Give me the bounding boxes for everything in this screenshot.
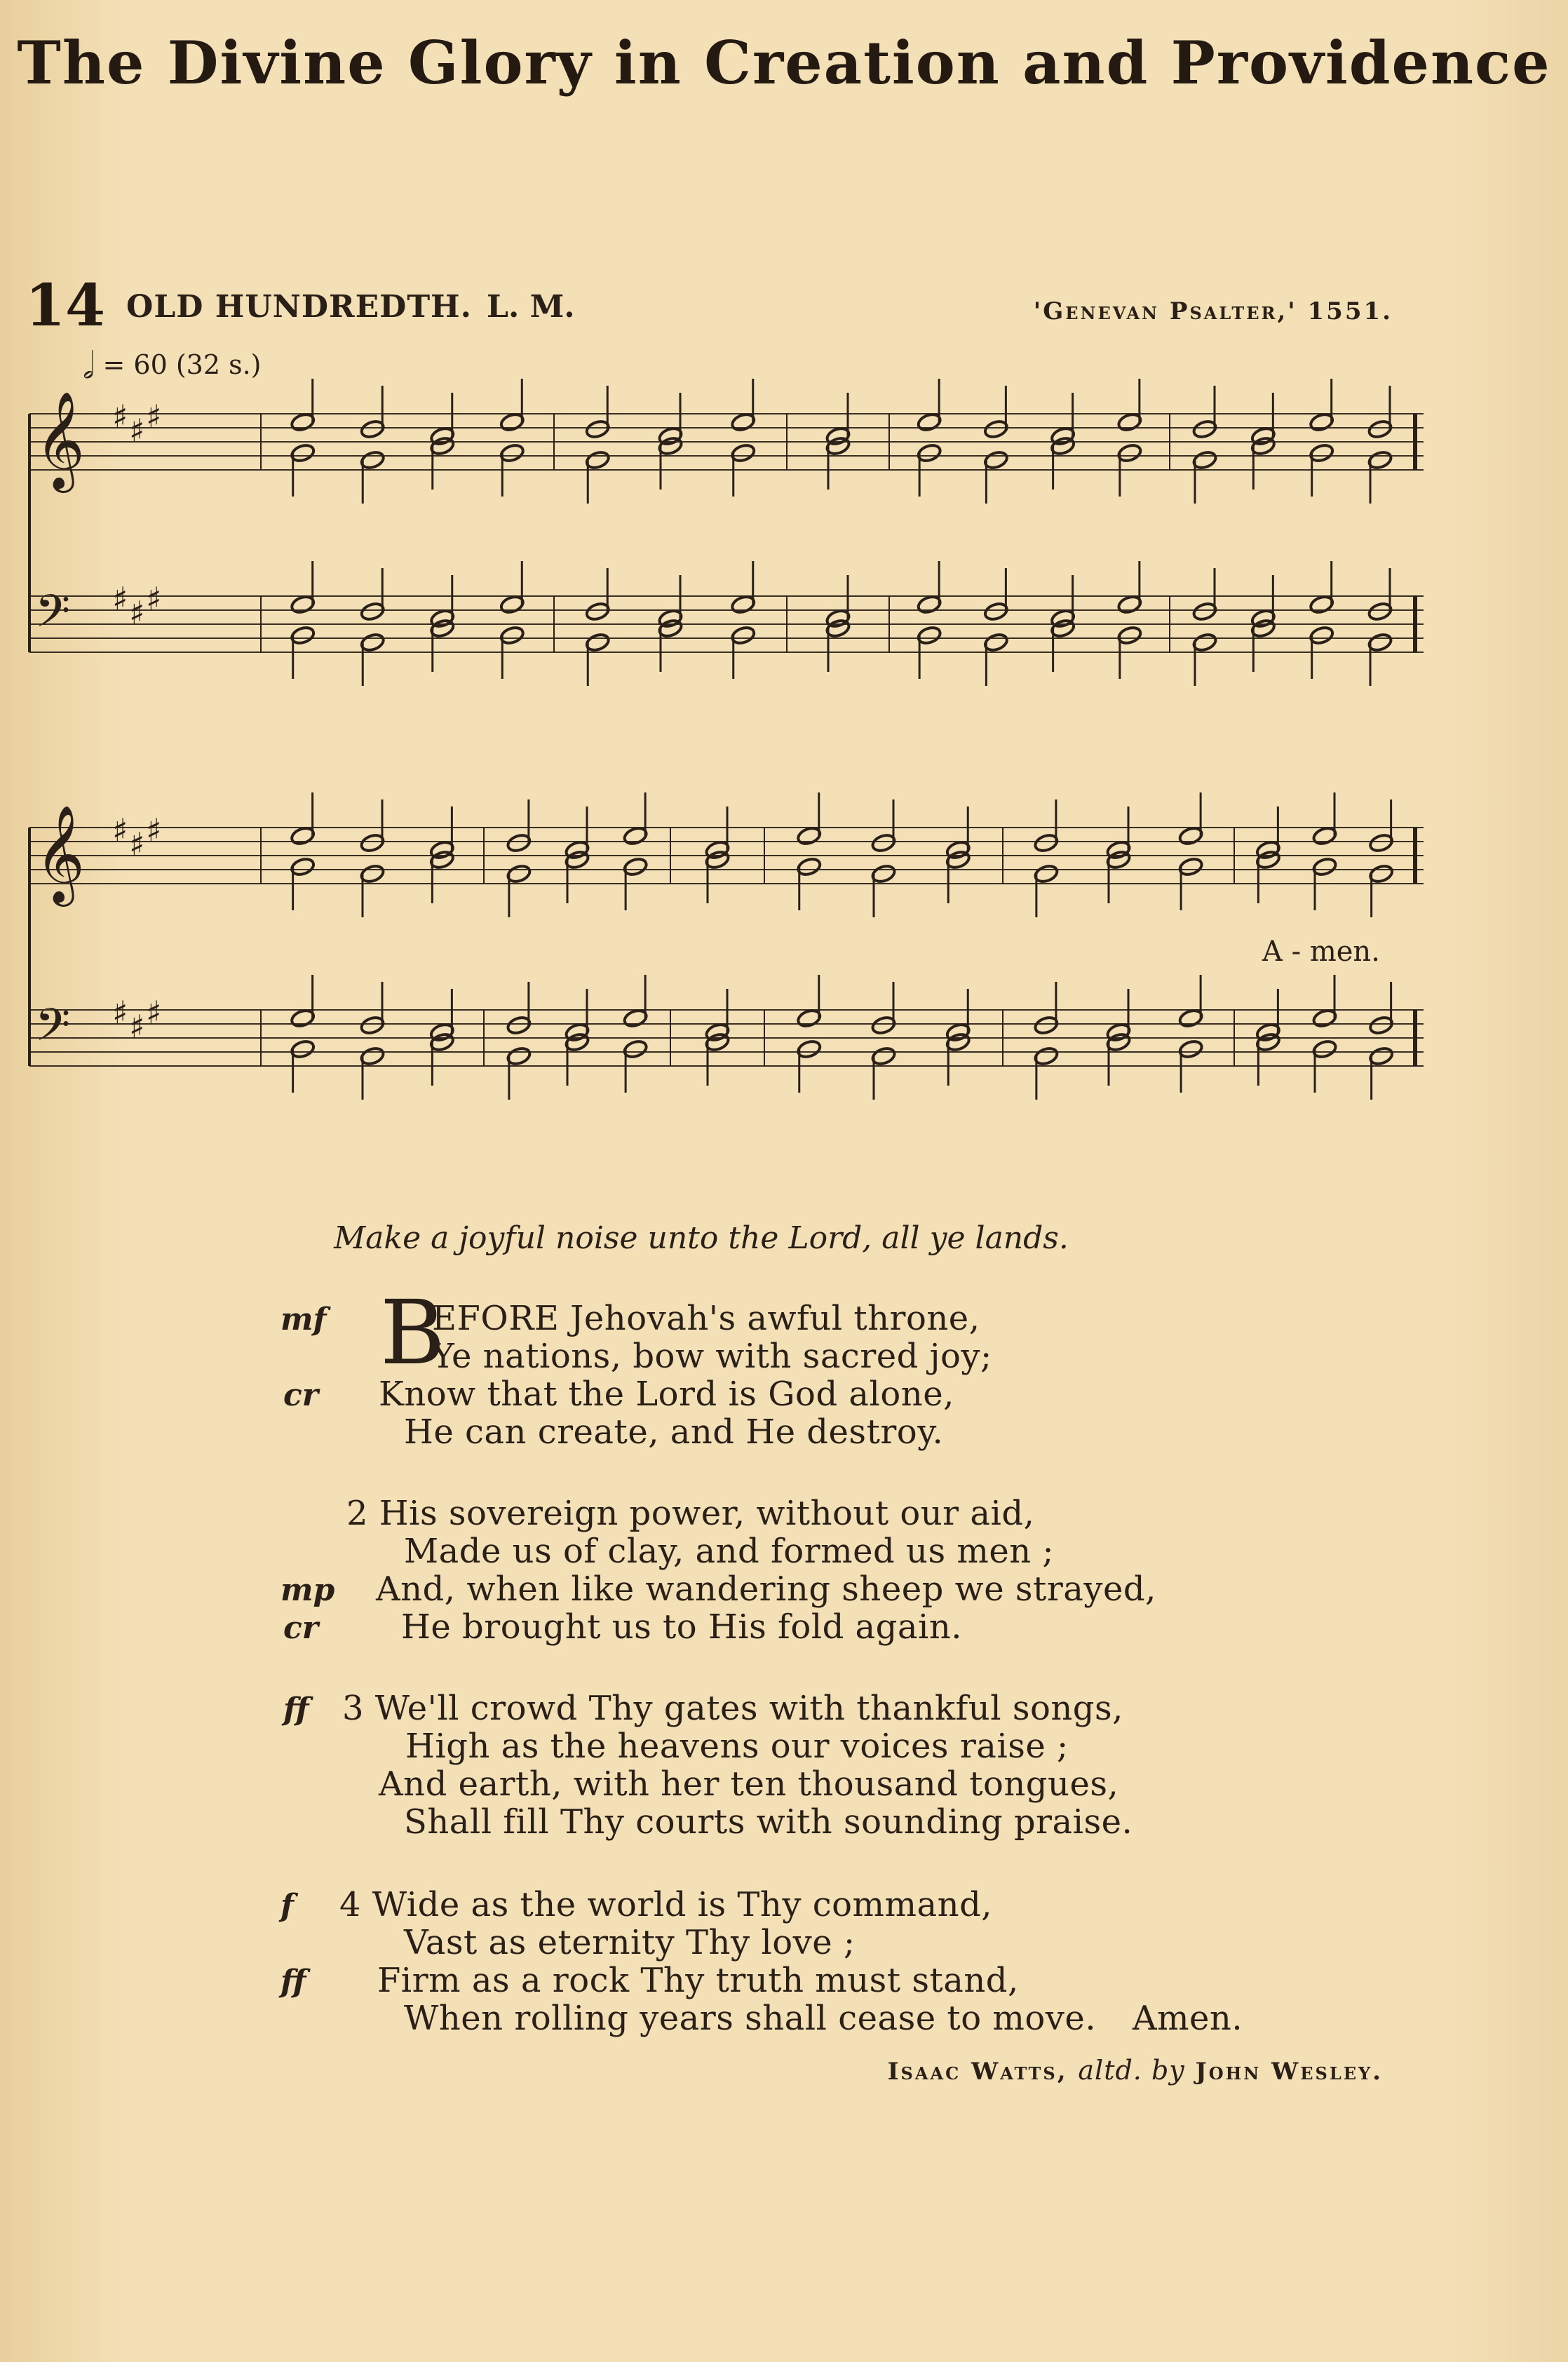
dynamic-mark: ff — [283, 1692, 309, 1727]
amen-word: Amen. — [1132, 1999, 1243, 2038]
meter: L. M. — [487, 289, 575, 325]
author-credit — [888, 2055, 1383, 2086]
verse-line: Made us of clay, and formed us men ; — [404, 1532, 1055, 1571]
verse-line: Shall fill Thy courts with sounding praise. — [404, 1802, 1133, 1842]
verse-line: Know that the Lord is God alone, — [379, 1375, 954, 1414]
dynamic-mark: cr — [283, 1610, 318, 1646]
verse-line: 4 Wide as the world is Thy command, — [339, 1885, 993, 1924]
tune-name: OLD HUNDREDTH. — [126, 289, 472, 325]
tempo-value: = 60 (32 s.) — [102, 349, 262, 380]
verse-line: And earth, with her ten thousand tongues, — [379, 1764, 1119, 1804]
sharp-icon: ♯ — [146, 580, 162, 618]
hymn-number: 14 — [25, 272, 106, 339]
sharp-icon: ♯ — [146, 994, 162, 1032]
verse-line: And, when like wandering sheep we strayed, — [376, 1570, 1156, 1609]
treble-clef-icon: 𝄞 — [35, 805, 85, 903]
music-score — [0, 0, 1568, 1178]
dynamic-mark: cr — [283, 1377, 318, 1413]
bass-clef-icon: 𝄢 — [35, 999, 71, 1062]
author-name: Isaac Watts, — [887, 2058, 1068, 2086]
half-note-icon: 𝅗𝅥 — [83, 345, 95, 387]
music-systems — [29, 379, 1424, 1100]
dynamic-mark: mp — [281, 1572, 335, 1608]
dynamic-mark: ff — [281, 1964, 306, 1999]
scripture-text: Make a joyful noise unto the Lord, all ye lands. — [334, 1220, 1069, 1256]
verse-line: 3 We'll crowd Thy gates with thankful songs, — [342, 1689, 1123, 1728]
treble-clef-icon: 𝄞 — [35, 391, 85, 489]
verse-line: He can create, and He destroy. — [404, 1412, 944, 1452]
verse-line: 2 His sovereign power, without our aid, — [346, 1494, 1035, 1533]
verse-line: Vast as eternity Thy love ; — [404, 1923, 856, 1962]
verse-line: He brought us to His fold again. — [401, 1607, 963, 1647]
author-reviser: John Wesley. — [1195, 2058, 1383, 2086]
dynamic-mark: mf — [281, 1302, 327, 1337]
sharp-icon: ♯ — [112, 994, 128, 1032]
bass-clef-icon: 𝄢 — [35, 586, 71, 649]
author-altered: altd. by — [1078, 2055, 1185, 2086]
sharp-icon: ♯ — [112, 811, 128, 849]
drop-cap: B — [380, 1281, 445, 1384]
verse-line: Firm as a rock Thy truth must stand, — [377, 1961, 1019, 2000]
sharp-icon: ♯ — [129, 412, 145, 450]
section-title: The Divine Glory in Creation and Providence — [17, 28, 1551, 97]
sharp-icon: ♯ — [129, 1008, 145, 1046]
dynamic-mark: f — [281, 1888, 294, 1924]
verse-line: Ye nations, bow with sacred joy; — [432, 1337, 992, 1376]
sharp-icon: ♯ — [129, 594, 145, 632]
tune-source: 'Genevan Psalter,' 1551. — [1033, 297, 1393, 325]
amen-lyric: A - men. — [1262, 936, 1380, 968]
sharp-icon: ♯ — [129, 825, 145, 863]
verse-line: EFORE Jehovah's awful throne, — [432, 1299, 980, 1338]
verse-line-text: When rolling years shall cease to move. — [404, 1999, 1097, 2038]
verse-line — [404, 1999, 1243, 2038]
sharp-icon: ♯ — [146, 811, 162, 849]
sharp-icon: ♯ — [112, 398, 128, 436]
sharp-icon: ♯ — [146, 398, 162, 436]
verse-line: High as the heavens our voices raise ; — [405, 1727, 1069, 1766]
sharp-icon: ♯ — [112, 580, 128, 618]
